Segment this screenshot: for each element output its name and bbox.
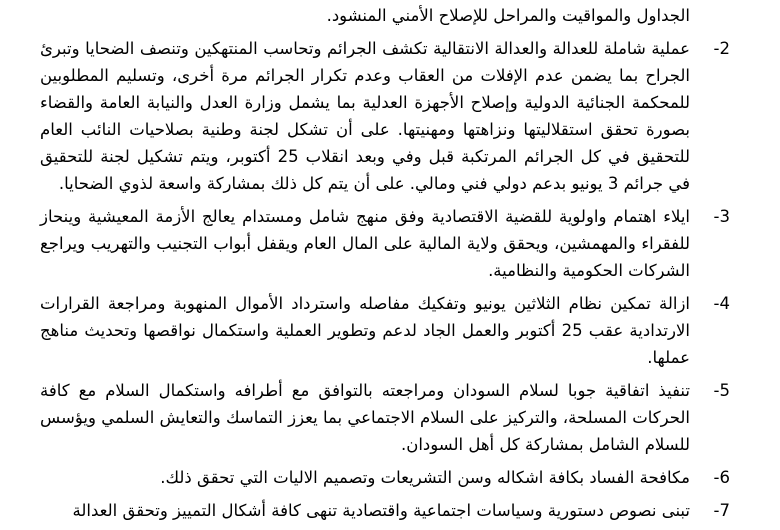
item-number: -5 xyxy=(713,381,730,400)
item-text: مكافحة الفساد بكافة اشكاله وسن التشريعات وتصميم الاليات التي تحقق ذلك. xyxy=(160,468,690,487)
list-item-4 xyxy=(40,290,730,371)
item-number: -6 xyxy=(713,468,730,487)
item-number: -4 xyxy=(713,294,730,313)
item-text: ازالة تمكين نظام الثلاثين يونيو وتفكيك مفاصله واسترداد الأموال المنهوبة ومراجعة القرارات الارتدادية عقب 25 أكتوبر والعمل الجاد لدعم وتطوير العملية واستكمال نواقصها وتحديث مناهج عملها. xyxy=(40,294,690,367)
list-item-7 xyxy=(40,497,730,524)
item-number: -2 xyxy=(713,39,730,58)
document-body xyxy=(40,2,730,530)
item-text: ايلاء اهتمام واولوية للقضية الاقتصادية وفق منهج شامل ومستدام يعالج الأزمة المعيشية وينحاز للفقراء والمهمشين، ويحقق ولاية المالية على المال العام ويقفل أبواب التجنيب والتهريب ويراجع الشركات الحكومية والنظامية. xyxy=(40,207,690,280)
item-text: تنفيذ اتفاقية جوبا لسلام السودان ومراجعته بالتوافق مع أطرافه واستكمال السلام مع كافة الحركات المسلحة، والتركيز على السلام الاجتماعي بما يعزز التماسك والتعايش السلمي ويؤسس للسلام الشامل بمشاركة كل أهل السودان. xyxy=(40,381,690,454)
list-item-6 xyxy=(40,464,730,491)
item-number: -7 xyxy=(713,501,730,520)
list-item-5 xyxy=(40,377,730,458)
list-item-3 xyxy=(40,203,730,284)
item-number: -3 xyxy=(713,207,730,226)
item-text: تبنى نصوص دستورية وسياسات اجتماعية واقتصادية تنهى كافة أشكال التمييز وتحقق العدالة xyxy=(72,501,690,520)
paragraph-continuation: الجداول والمواقيت والمراحل للإصلاح الأمني المنشود. xyxy=(326,6,690,25)
list-item-2 xyxy=(40,35,730,197)
item-text: عملية شاملة للعدالة والعدالة الانتقالية تكشف الجرائم وتحاسب المنتهكين وتنصف الضحايا وتبرئ الجراح بما يضمن عدم الإفلات من العقاب وعدم تكرار الجرائم مرة أخرى، وتسليم المطلوبين للمحكمة الجنائية الدولية وإصلاح الأجهزة العدلية بما يشمل وزارة العدل والنيابة العامة والقضاء بصورة تحقق استقلاليتها ونزاهتها ومهنيتها. على أن تشكل لجنة وطنية بصلاحيات النائب العام للتحقيق في كل الجرائم المرتكبة قبل وفي وبعد انقلاب 25 أكتوبر، ويتم تشكيل لجنة للتحقيق في جرائم 3 يونيو بدعم دولي فني ومالي. على أن يتم كل ذلك بمشاركة واسعة لذوي الضحايا. xyxy=(40,39,690,193)
